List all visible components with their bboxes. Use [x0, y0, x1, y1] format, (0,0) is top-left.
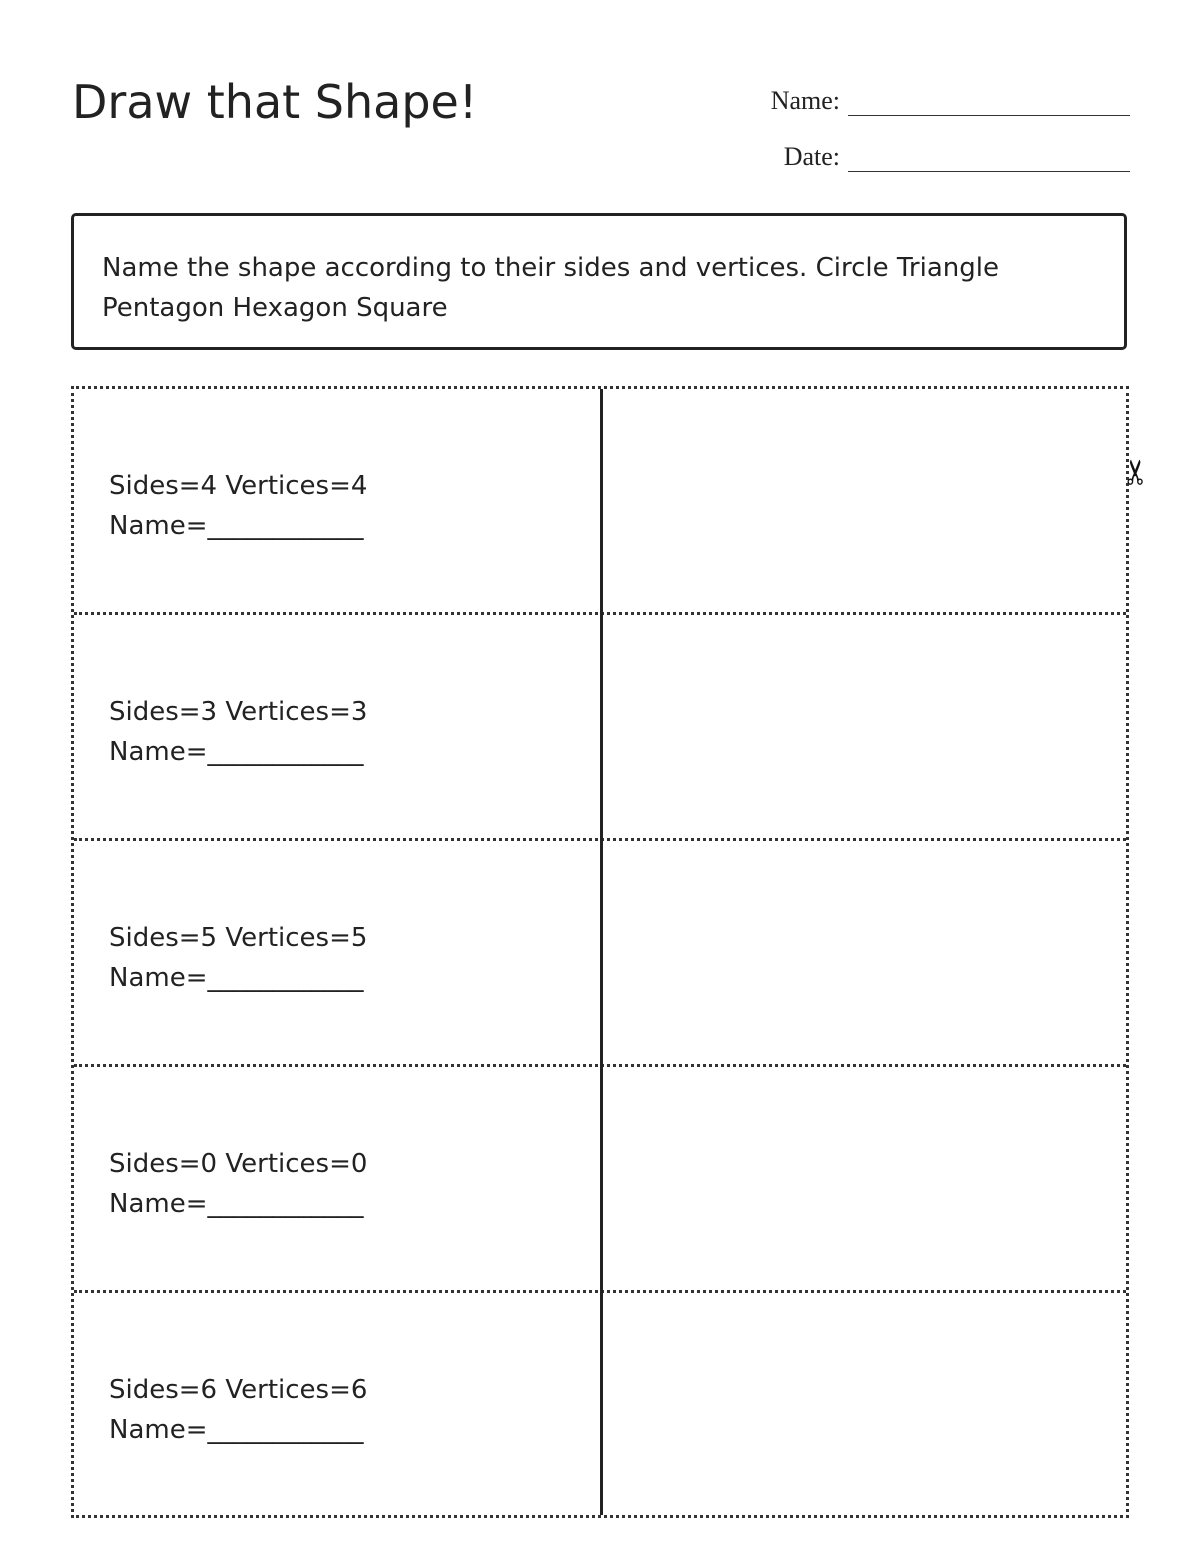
sides-vertices-label: Sides=6 Vertices=6 [109, 1375, 368, 1405]
name-answer-blank[interactable]: Name=____________ [109, 511, 364, 541]
instructions-box [71, 213, 1127, 350]
prompt-text [109, 1144, 367, 1224]
name-answer-blank[interactable]: Name=____________ [109, 1415, 364, 1445]
page-title: Draw that Shape! [72, 75, 478, 129]
worksheet-grid [71, 386, 1129, 1518]
instructions-text: Name the shape according to their sides and vertices. Circle Triangle Pentagon Hexagon Square [102, 253, 999, 323]
date-label: Date: [783, 142, 840, 171]
prompt-text [109, 466, 367, 546]
prompt-text [109, 692, 367, 772]
sides-vertices-label: Sides=0 Vertices=0 [109, 1149, 368, 1179]
name-answer-blank[interactable]: Name=____________ [109, 963, 364, 993]
date-blank-line[interactable] [848, 141, 1130, 172]
sides-vertices-label: Sides=4 Vertices=4 [109, 471, 368, 501]
name-answer-blank[interactable]: Name=____________ [109, 737, 364, 767]
sides-vertices-label: Sides=5 Vertices=5 [109, 923, 368, 953]
scissors-icon: ✂ [1116, 457, 1157, 487]
date-field-row [784, 132, 1130, 172]
prompt-text [109, 918, 367, 998]
sides-vertices-label: Sides=3 Vertices=3 [109, 697, 368, 727]
name-label: Name: [770, 86, 840, 115]
prompt-text [109, 1370, 367, 1450]
name-blank-line[interactable] [848, 85, 1130, 116]
name-answer-blank[interactable]: Name=____________ [109, 1189, 364, 1219]
name-field-row [771, 76, 1130, 116]
column-divider [600, 389, 603, 1515]
